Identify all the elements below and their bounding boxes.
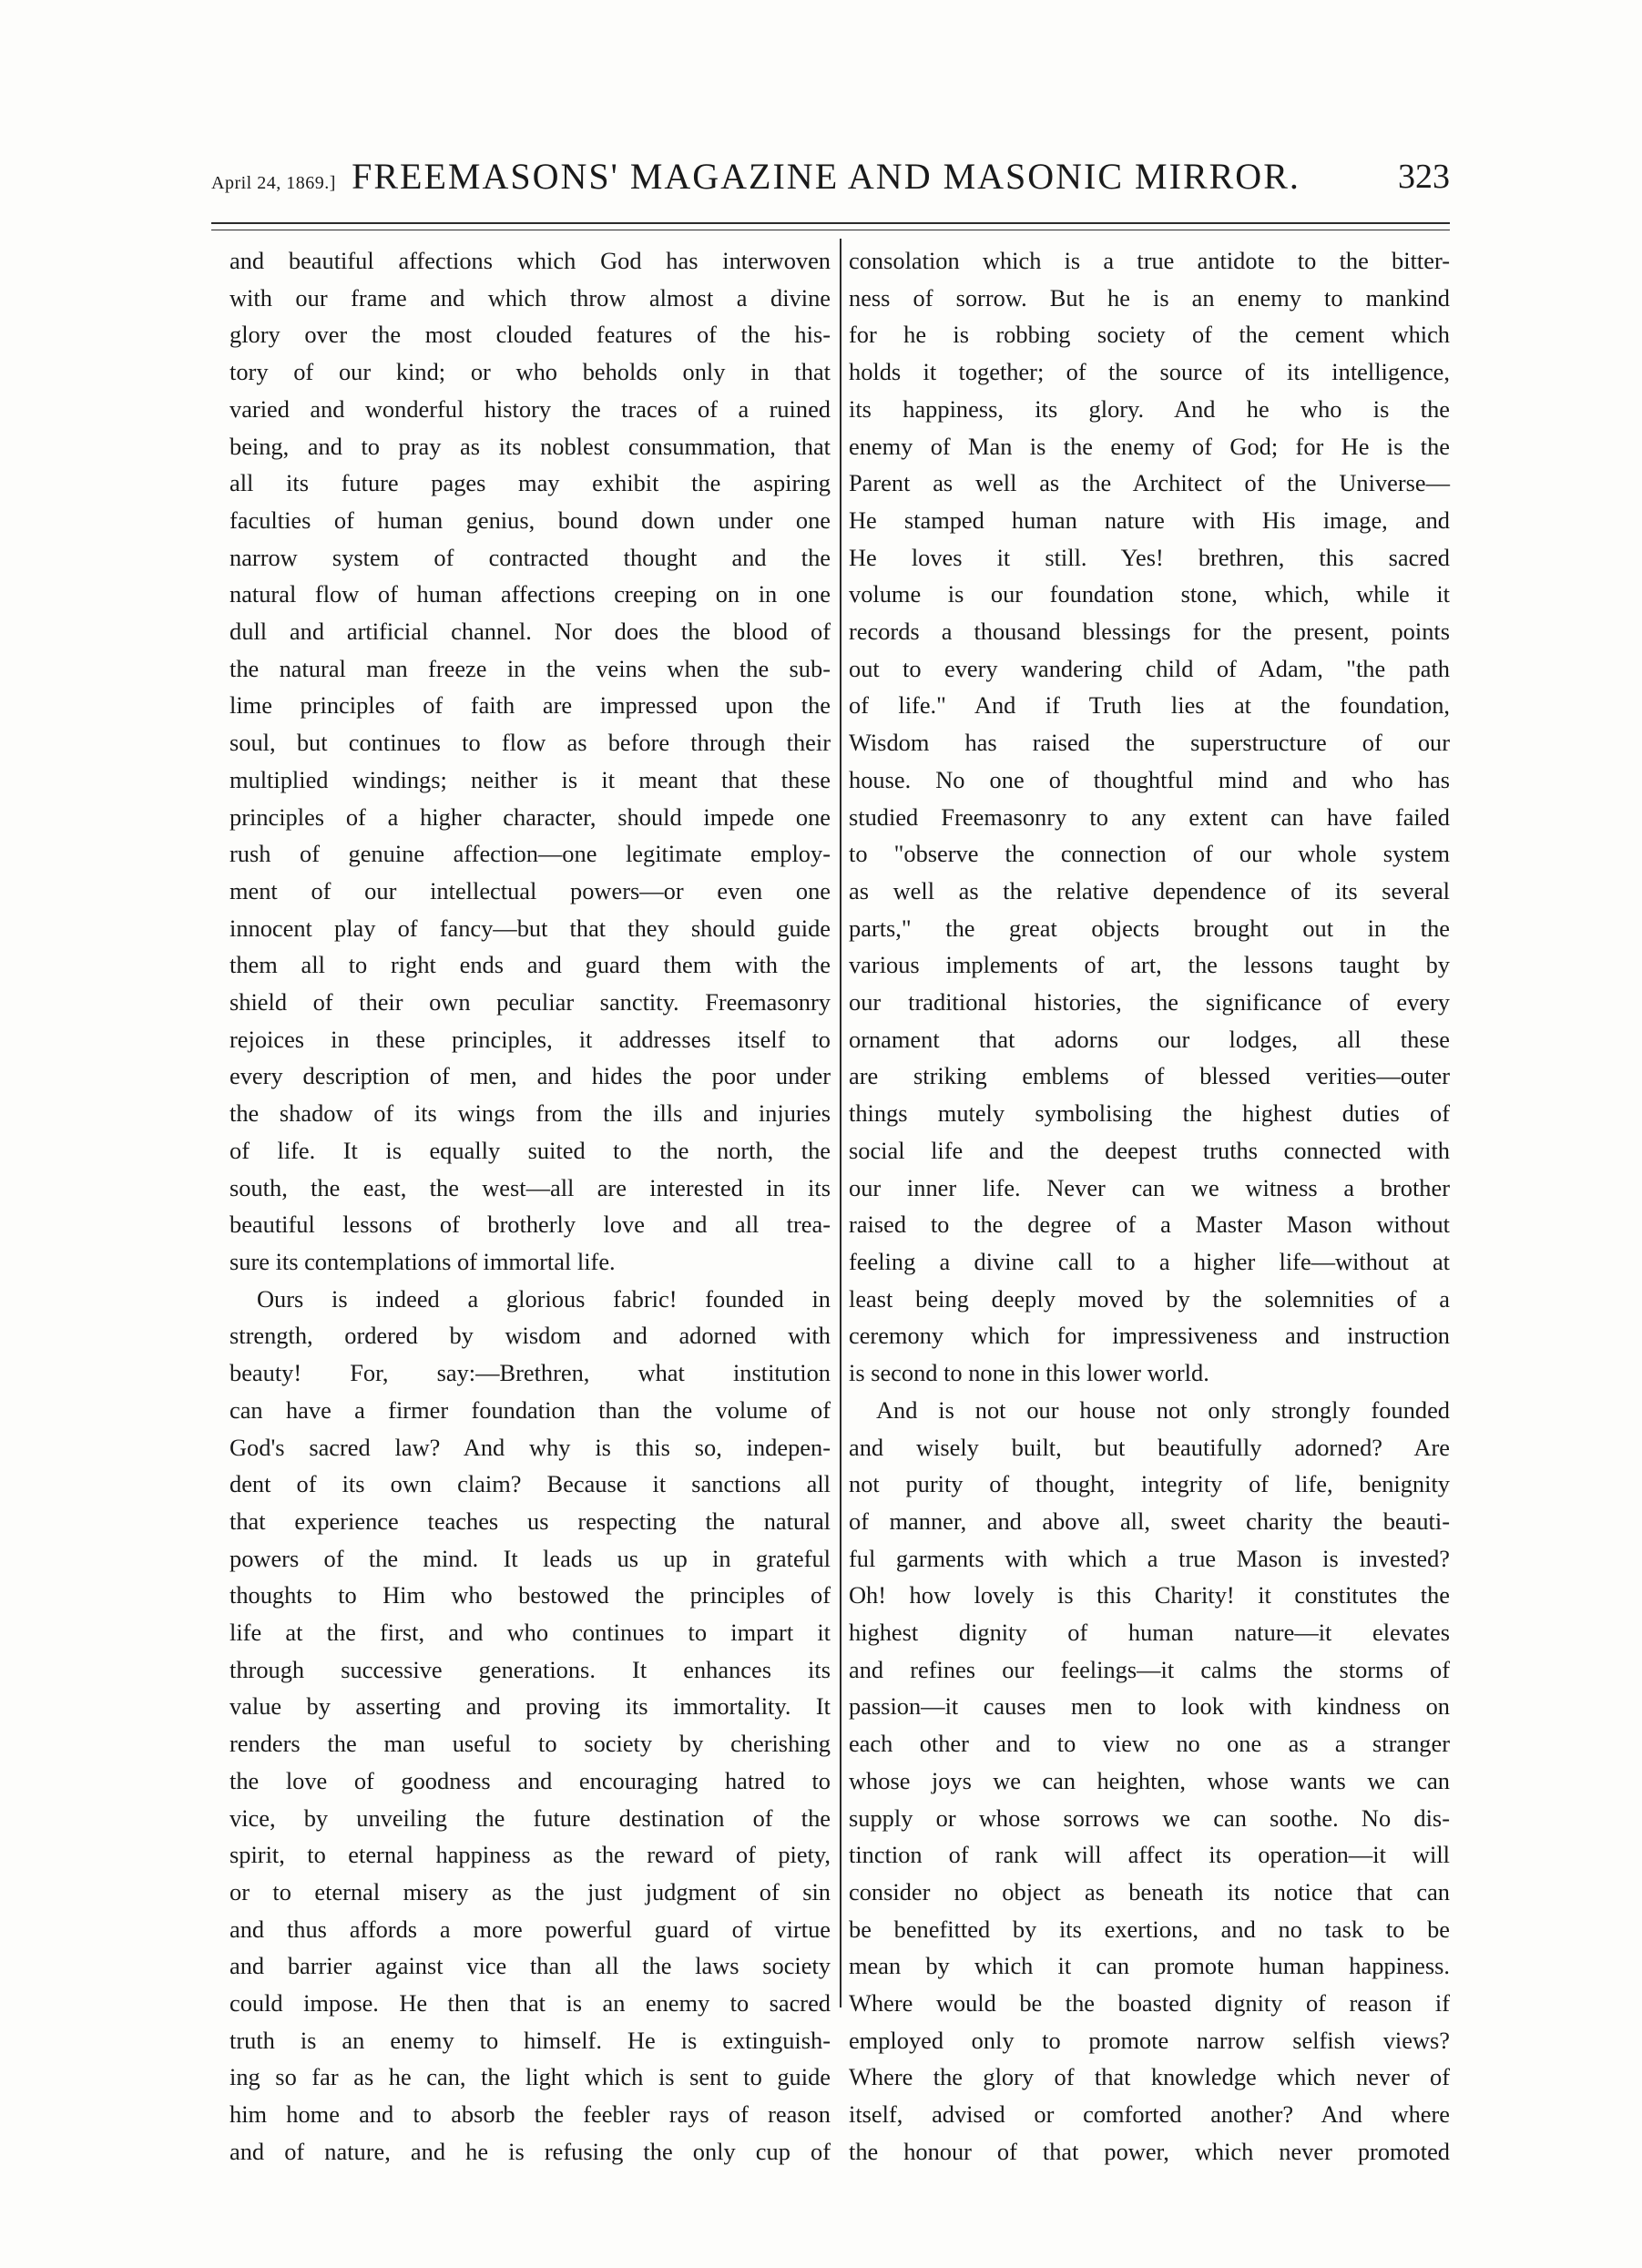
text-line: He stamped human nature with His image, and [849,506,1450,534]
text-line: them all to right ends and guard them with the [229,951,831,979]
page-number: 323 [1398,158,1450,196]
text-line: the honour of that power, which never promoted [849,2137,1450,2165]
text-line: least being deeply moved by the solemnities of a [849,1284,1450,1313]
text-line: records a thousand blessings for the present, points [849,618,1450,646]
text-line: He loves it still. Yes! brethren, this sacred [849,543,1450,571]
text-line: and wisely built, but beautifully adorned? Are [849,1433,1450,1461]
text-line: Oh! how lovely is this Charity! it constitutes the [849,1581,1450,1609]
text-line: parts," the great objects brought out in the [849,914,1450,942]
text-line: Parent as well as the Architect of the Universe— [849,469,1450,497]
text-line: value by asserting and proving its immortality. It [229,1692,831,1721]
text-line: and of nature, and he is refusing the only cup of [229,2137,831,2165]
text-line: consolation which is a true antidote to the bitter- [849,247,1450,274]
text-line: and refines our feelings—it calms the storms of [849,1655,1450,1683]
right-column [849,242,1450,2171]
text-line: And is not our house not only strongly founded [876,1395,1450,1424]
text-line: employed only to promote narrow selfish views? [849,2026,1450,2054]
text-line: the natural man freeze in the veins when the sub- [229,654,831,682]
text-line: that experience teaches us respecting the natural [229,1507,831,1535]
text-line: ful garments with which a true Mason is invested? [849,1544,1450,1572]
text-line: of life." And if Truth lies at the foundation, [849,691,1450,720]
text-line: Ours is indeed a glorious fabric! founded in [257,1284,831,1313]
text-line: through successive generations. It enhances its [229,1655,831,1683]
text-line: out to every wandering child of Adam, "the path [849,654,1450,682]
text-line: of manner, and above all, sweet charity the beauti- [849,1507,1450,1535]
text-line: ceremony which for impressiveness and instruction [849,1322,1450,1350]
text-line: natural flow of human affections creeping on in one [229,580,831,608]
text-line: faculties of human genius, bound down under one [229,506,831,534]
text-line: ment of our intellectual powers—or even one [229,876,831,904]
text-line: Where the glory of that knowledge which never of [849,2063,1450,2091]
text-line: raised to the degree of a Master Mason without [849,1211,1450,1239]
text-line: tory of our kind; or who beholds only in that [229,358,831,386]
text-line: supply or whose sorrows we can soothe. No dis- [849,1803,1450,1832]
text-line: dull and artificial channel. Nor does the blood of [229,618,831,646]
column-divider [840,239,841,2007]
text-line: not purity of thought, integrity of life, benignity [849,1470,1450,1498]
text-line: and beautiful affections which God has interwoven [229,247,831,274]
text-line: being, and to pray as its noblest consummation, that [229,432,831,460]
text-line: him home and to absorb the feebler rays of reason [229,2100,831,2129]
text-line: sure its contemplations of immortal life. [229,1247,616,1275]
text-line: and barrier against vice than all the laws society [229,1952,831,1980]
text-line: spirit, to eternal happiness as the reward of piety, [229,1841,831,1869]
text-line: principles of a higher character, should impede one [229,802,831,831]
text-line: passion—it causes men to look with kindness on [849,1692,1450,1721]
text-line: house. No one of thoughtful mind and who has [849,765,1450,793]
text-line: tinction of rank will affect its operation—it will [849,1841,1450,1869]
text-line: rush of genuine affection—one legitimate employ- [229,840,831,868]
text-line: social life and the deepest truths connected with [849,1136,1450,1164]
text-line: thoughts to Him who bestowed the principles of [229,1581,831,1609]
text-line: could impose. He then that is an enemy to sacred [229,1989,831,2018]
text-line: vice, by unveiling the future destination of the [229,1803,831,1832]
text-line: varied and wonderful history the traces of a ruined [229,394,831,423]
text-line: beautiful lessons of brotherly love and all trea- [229,1211,831,1239]
text-line: narrow system of contracted thought and the [229,543,831,571]
text-line: God's sacred law? And why is this so, indepen- [229,1433,831,1461]
text-line: of life. It is equally suited to the north, the [229,1136,831,1164]
text-line: Where would be the boasted dignity of reason if [849,1989,1450,2018]
text-line: rejoices in these principles, it addresses itself to [229,1025,831,1053]
text-line: our inner life. Never can we witness a brother [849,1173,1450,1201]
text-line: whose joys we can heighten, whose wants we can [849,1766,1450,1794]
text-line: all its future pages may exhibit the aspiring [229,469,831,497]
text-line: with our frame and which throw almost a divine [229,283,831,312]
text-line: the love of goodness and encouraging hatred to [229,1766,831,1794]
text-line: the shadow of its wings from the ills and injuries [229,1099,831,1128]
page-header [211,155,1450,209]
text-line: Wisdom has raised the superstructure of our [849,729,1450,757]
left-column [229,242,831,2171]
text-line: mean by which it can promote human happiness. [849,1952,1450,1980]
text-line: and thus affords a more powerful guard of virtue [229,1915,831,1943]
text-line: glory over the most clouded features of the his- [229,321,831,349]
text-line: south, the east, the west—all are interested in its [229,1173,831,1201]
text-line: feeling a divine call to a higher life—without at [849,1247,1450,1275]
text-line: enemy of Man is the enemy of God; for He is the [849,432,1450,460]
text-line: ing so far as he can, the light which is sent to guide [229,2063,831,2091]
text-line: soul, but continues to flow as before through their [229,729,831,757]
text-line: truth is an enemy to himself. He is extinguish- [229,2026,831,2054]
text-line: life at the first, and who continues to impart it [229,1619,831,1647]
text-line: holds it together; of the source of its intelligence, [849,358,1450,386]
text-line: multiplied windings; neither is it meant that these [229,765,831,793]
text-line: innocent play of fancy—but that they should guide [229,914,831,942]
header-rule-top [211,222,1450,224]
text-line: or to eternal misery as the just judgment of sin [229,1877,831,1905]
text-line: renders the man useful to society by cherishing [229,1730,831,1758]
text-line: ness of sorrow. But he is an enemy to mankind [849,283,1450,312]
text-line: every description of men, and hides the poor under [229,1062,831,1090]
text-line: ornament that adorns our lodges, all these [849,1025,1450,1053]
text-line: is second to none in this lower world. [849,1359,1209,1387]
text-line: beauty! For, say:—Brethren, what institution [229,1359,831,1387]
text-line: can have a firmer foundation than the volume of [229,1395,831,1424]
text-line: are striking emblems of blessed verities—outer [849,1062,1450,1090]
text-line: various implements of art, the lessons taught by [849,951,1450,979]
text-line: as well as the relative dependence of its several [849,876,1450,904]
text-line: powers of the mind. It leads us up in grateful [229,1544,831,1572]
text-line: things mutely symbolising the highest duties of [849,1099,1450,1128]
issue-date: April 24, 1869.] [211,173,336,193]
text-line: volume is our foundation stone, which, while it [849,580,1450,608]
text-line: studied Freemasonry to any extent can have failed [849,802,1450,831]
text-line: for he is robbing society of the cement which [849,321,1450,349]
text-line: shield of their own peculiar sanctity. Freemasonry [229,988,831,1017]
text-line: strength, ordered by wisdom and adorned with [229,1322,831,1350]
text-line: consider no object as beneath its notice that can [849,1877,1450,1905]
text-line: our traditional histories, the significance of every [849,988,1450,1017]
text-line: its happiness, its glory. And he who is the [849,394,1450,423]
text-line: dent of its own claim? Because it sanctions all [229,1470,831,1498]
text-line: to "observe the connection of our whole system [849,840,1450,868]
publication-title: FREEMASONS' MAGAZINE AND MASONIC MIRROR. [352,156,1300,197]
text-line: highest dignity of human nature—it elevates [849,1619,1450,1647]
text-line: lime principles of faith are impressed upon the [229,691,831,720]
text-line: be benefitted by its exertions, and no task to be [849,1915,1450,1943]
text-line: itself, advised or comforted another? And where [849,2100,1450,2129]
text-line: each other and to view no one as a stranger [849,1730,1450,1758]
